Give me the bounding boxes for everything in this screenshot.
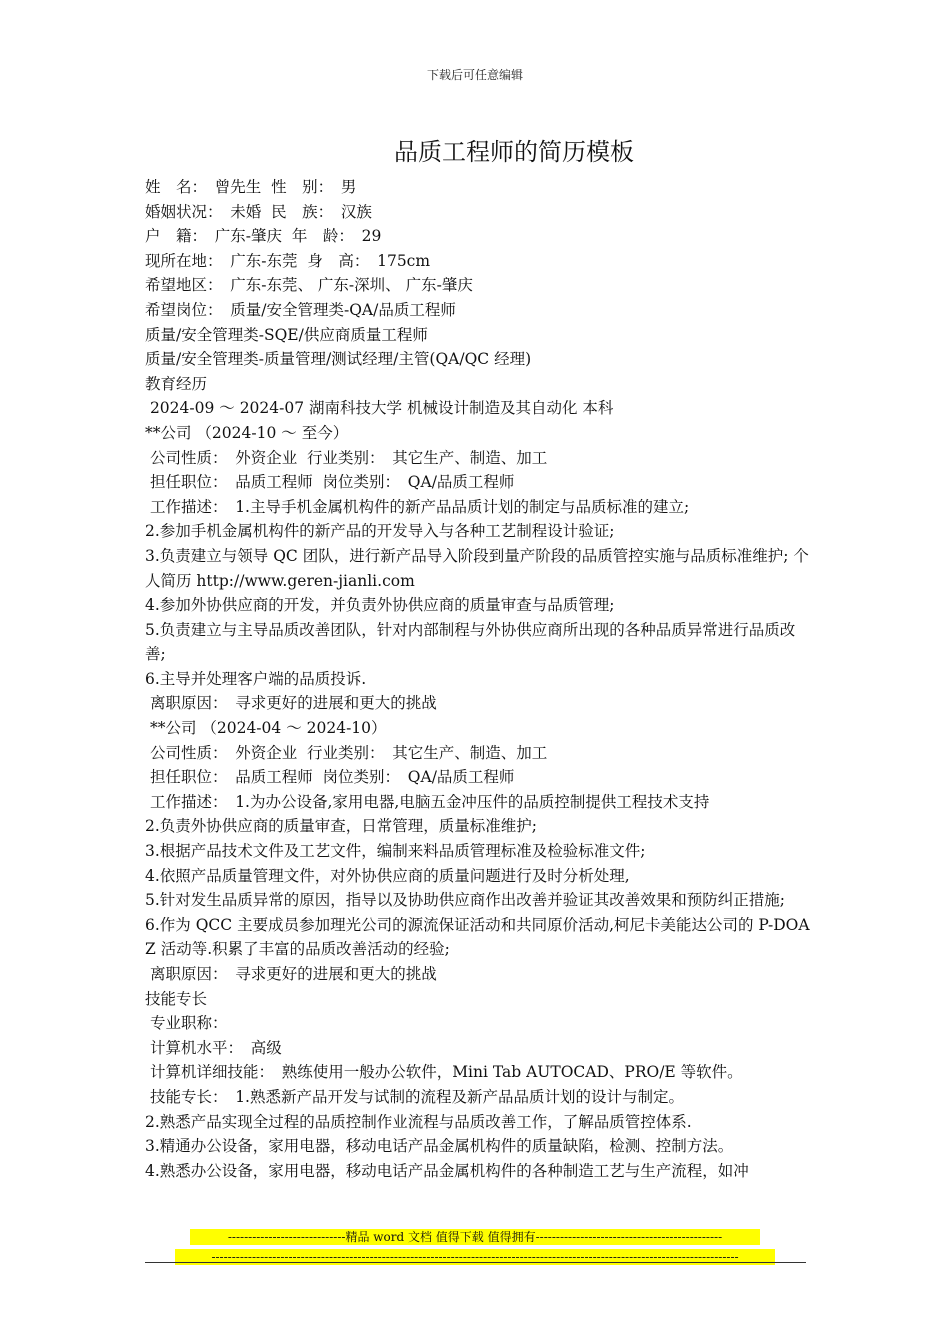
line-marital-ethnicity: 婚姻状况： 未婚 民 族： 汉族 bbox=[145, 202, 372, 221]
job2-duty-6: 6.作为 QCC 主要成员参加理光公司的源流保证活动和共同原价活动,柯尼卡美能达公司的 P-DOAZ 活动等.积累了丰富的品质改善活动的经验; bbox=[145, 915, 810, 959]
line-desired-position-3: 质量/安全管理类-质量管理/测试经理/主管(QA/QC 经理) bbox=[145, 350, 532, 369]
section-education: 教育经历 bbox=[145, 374, 208, 393]
resume-body bbox=[145, 175, 810, 1183]
job1-duty-2: 2.参加手机金属机构件的新产品的开发导入与各种工艺制程设计验证; bbox=[145, 522, 615, 541]
line-hukou-age: 户 籍： 广东-肇庆 年 龄： 29 bbox=[145, 227, 382, 246]
footer-banner-line-1: -----------------------------精品 word 文档 值得下载 值得拥有---------------------------------------------- bbox=[190, 1229, 760, 1245]
job1-duty-1: 工作描述： 1.主导手机金属机构件的新产品品质计划的制定与品质标准的建立; bbox=[145, 497, 690, 516]
job2-duty-5: 5.针对发生品质异常的原因，指导以及协助供应商作出改善并验证其改善效果和预防纠正措施; bbox=[145, 891, 786, 910]
footer-banner-line-2: ---------------------------------------------------------------------------------------------------------------------------------- bbox=[175, 1249, 775, 1265]
skill-strength-1: 技能专长： 1.熟悉新产品开发与试制的流程及新产品品质计划的设计与制定。 bbox=[145, 1087, 684, 1106]
line-name-gender: 姓 名： 曾先生 性 别： 男 bbox=[145, 178, 357, 196]
job2-duty-1: 工作描述： 1.为办公设备,家用电器,电脑五金冲压件的品质控制提供工程技术支持 bbox=[145, 792, 710, 811]
job2-position: 担任职位： 品质工程师 岗位类别： QA/品质工程师 bbox=[145, 768, 515, 787]
job1-duty-6: 6.主导并处理客户端的品质投诉. bbox=[145, 669, 367, 688]
job2-duty-4: 4.依照产品质量管理文件，对外协供应商的质量问题进行及时分析处理, bbox=[145, 866, 630, 885]
job1-duty-5: 5.负责建立与主导品质改善团队，针对内部制程与外协供应商所出现的各种品质异常进行品质改善; bbox=[145, 620, 796, 664]
section-skills: 技能专长 bbox=[145, 989, 208, 1008]
job2-duty-2: 2.负责外协供应商的质量审查，日常管理，质量标准维护; bbox=[145, 817, 538, 836]
footer-banner bbox=[175, 1229, 775, 1269]
job1-duty-3: 3.负责建立与领导 QC 团队，进行新产品导入阶段到量产阶段的品质管控实施与品质标准维护; 个人简历 http://www.geren-jianli.com bbox=[145, 546, 809, 590]
skill-strength-4: 4.熟悉办公设备，家用电器，移动电话产品金属机构件的各种制造工艺与生产流程，如冲 bbox=[145, 1161, 749, 1180]
job2-company: **公司 （2024-04 ～ 2024-10） bbox=[145, 719, 387, 738]
job1-company: **公司 （2024-10 ～ 至今） bbox=[145, 423, 349, 442]
line-desired-position-2: 质量/安全管理类-SQE/供应商质量工程师 bbox=[145, 325, 428, 344]
job2-duty-3: 3.根据产品技术文件及工艺文件，编制来料品质管理标准及检验标准文件; bbox=[145, 842, 646, 861]
footer-divider bbox=[145, 1262, 806, 1263]
skill-strength-3: 3.精通办公设备，家用电器，移动电话产品金属机构件的质量缺陷，检测、控制方法。 bbox=[145, 1137, 734, 1156]
job1-leave-reason: 离职原因： 寻求更好的进展和更大的挑战 bbox=[145, 694, 437, 713]
line-location-height: 现所在地： 广东-东莞 身 高： 175cm bbox=[145, 251, 431, 270]
document-title: 品质工程师的简历模板 bbox=[394, 138, 634, 166]
line-desired-position: 希望岗位： 质量/安全管理类-QA/品质工程师 bbox=[145, 300, 456, 319]
skill-strength-2: 2.熟悉产品实现全过程的品质控制作业流程与品质改善工作，了解品质管控体系. bbox=[145, 1112, 692, 1131]
skill-title: 专业职称： bbox=[145, 1014, 228, 1033]
job1-company-type: 公司性质： 外资企业 行业类别： 其它生产、制造、加工 bbox=[145, 448, 548, 467]
job1-duty-4: 4.参加外协供应商的开发，并负责外协供应商的质量审查与品质管理; bbox=[145, 596, 615, 615]
job2-leave-reason: 离职原因： 寻求更好的进展和更大的挑战 bbox=[145, 965, 437, 983]
header-note: 下载后可任意编辑 bbox=[426, 68, 523, 82]
line-desired-region: 希望地区： 广东-东莞、 广东-深圳、 广东-肇庆 bbox=[145, 276, 473, 295]
job2-company-type: 公司性质： 外资企业 行业类别： 其它生产、制造、加工 bbox=[145, 743, 548, 762]
job1-position: 担任职位： 品质工程师 岗位类别： QA/品质工程师 bbox=[145, 473, 515, 492]
skill-computer-detail: 计算机详细技能： 熟练使用一般办公软件，Mini Tab AUTOCAD、PRO/E 等软件。 bbox=[145, 1063, 743, 1082]
education-entry: 2024-09 ～ 2024-07 湖南科技大学 机械设计制造及其自动化 本科 bbox=[145, 399, 614, 418]
skill-computer-level: 计算机水平： 高级 bbox=[145, 1038, 282, 1057]
